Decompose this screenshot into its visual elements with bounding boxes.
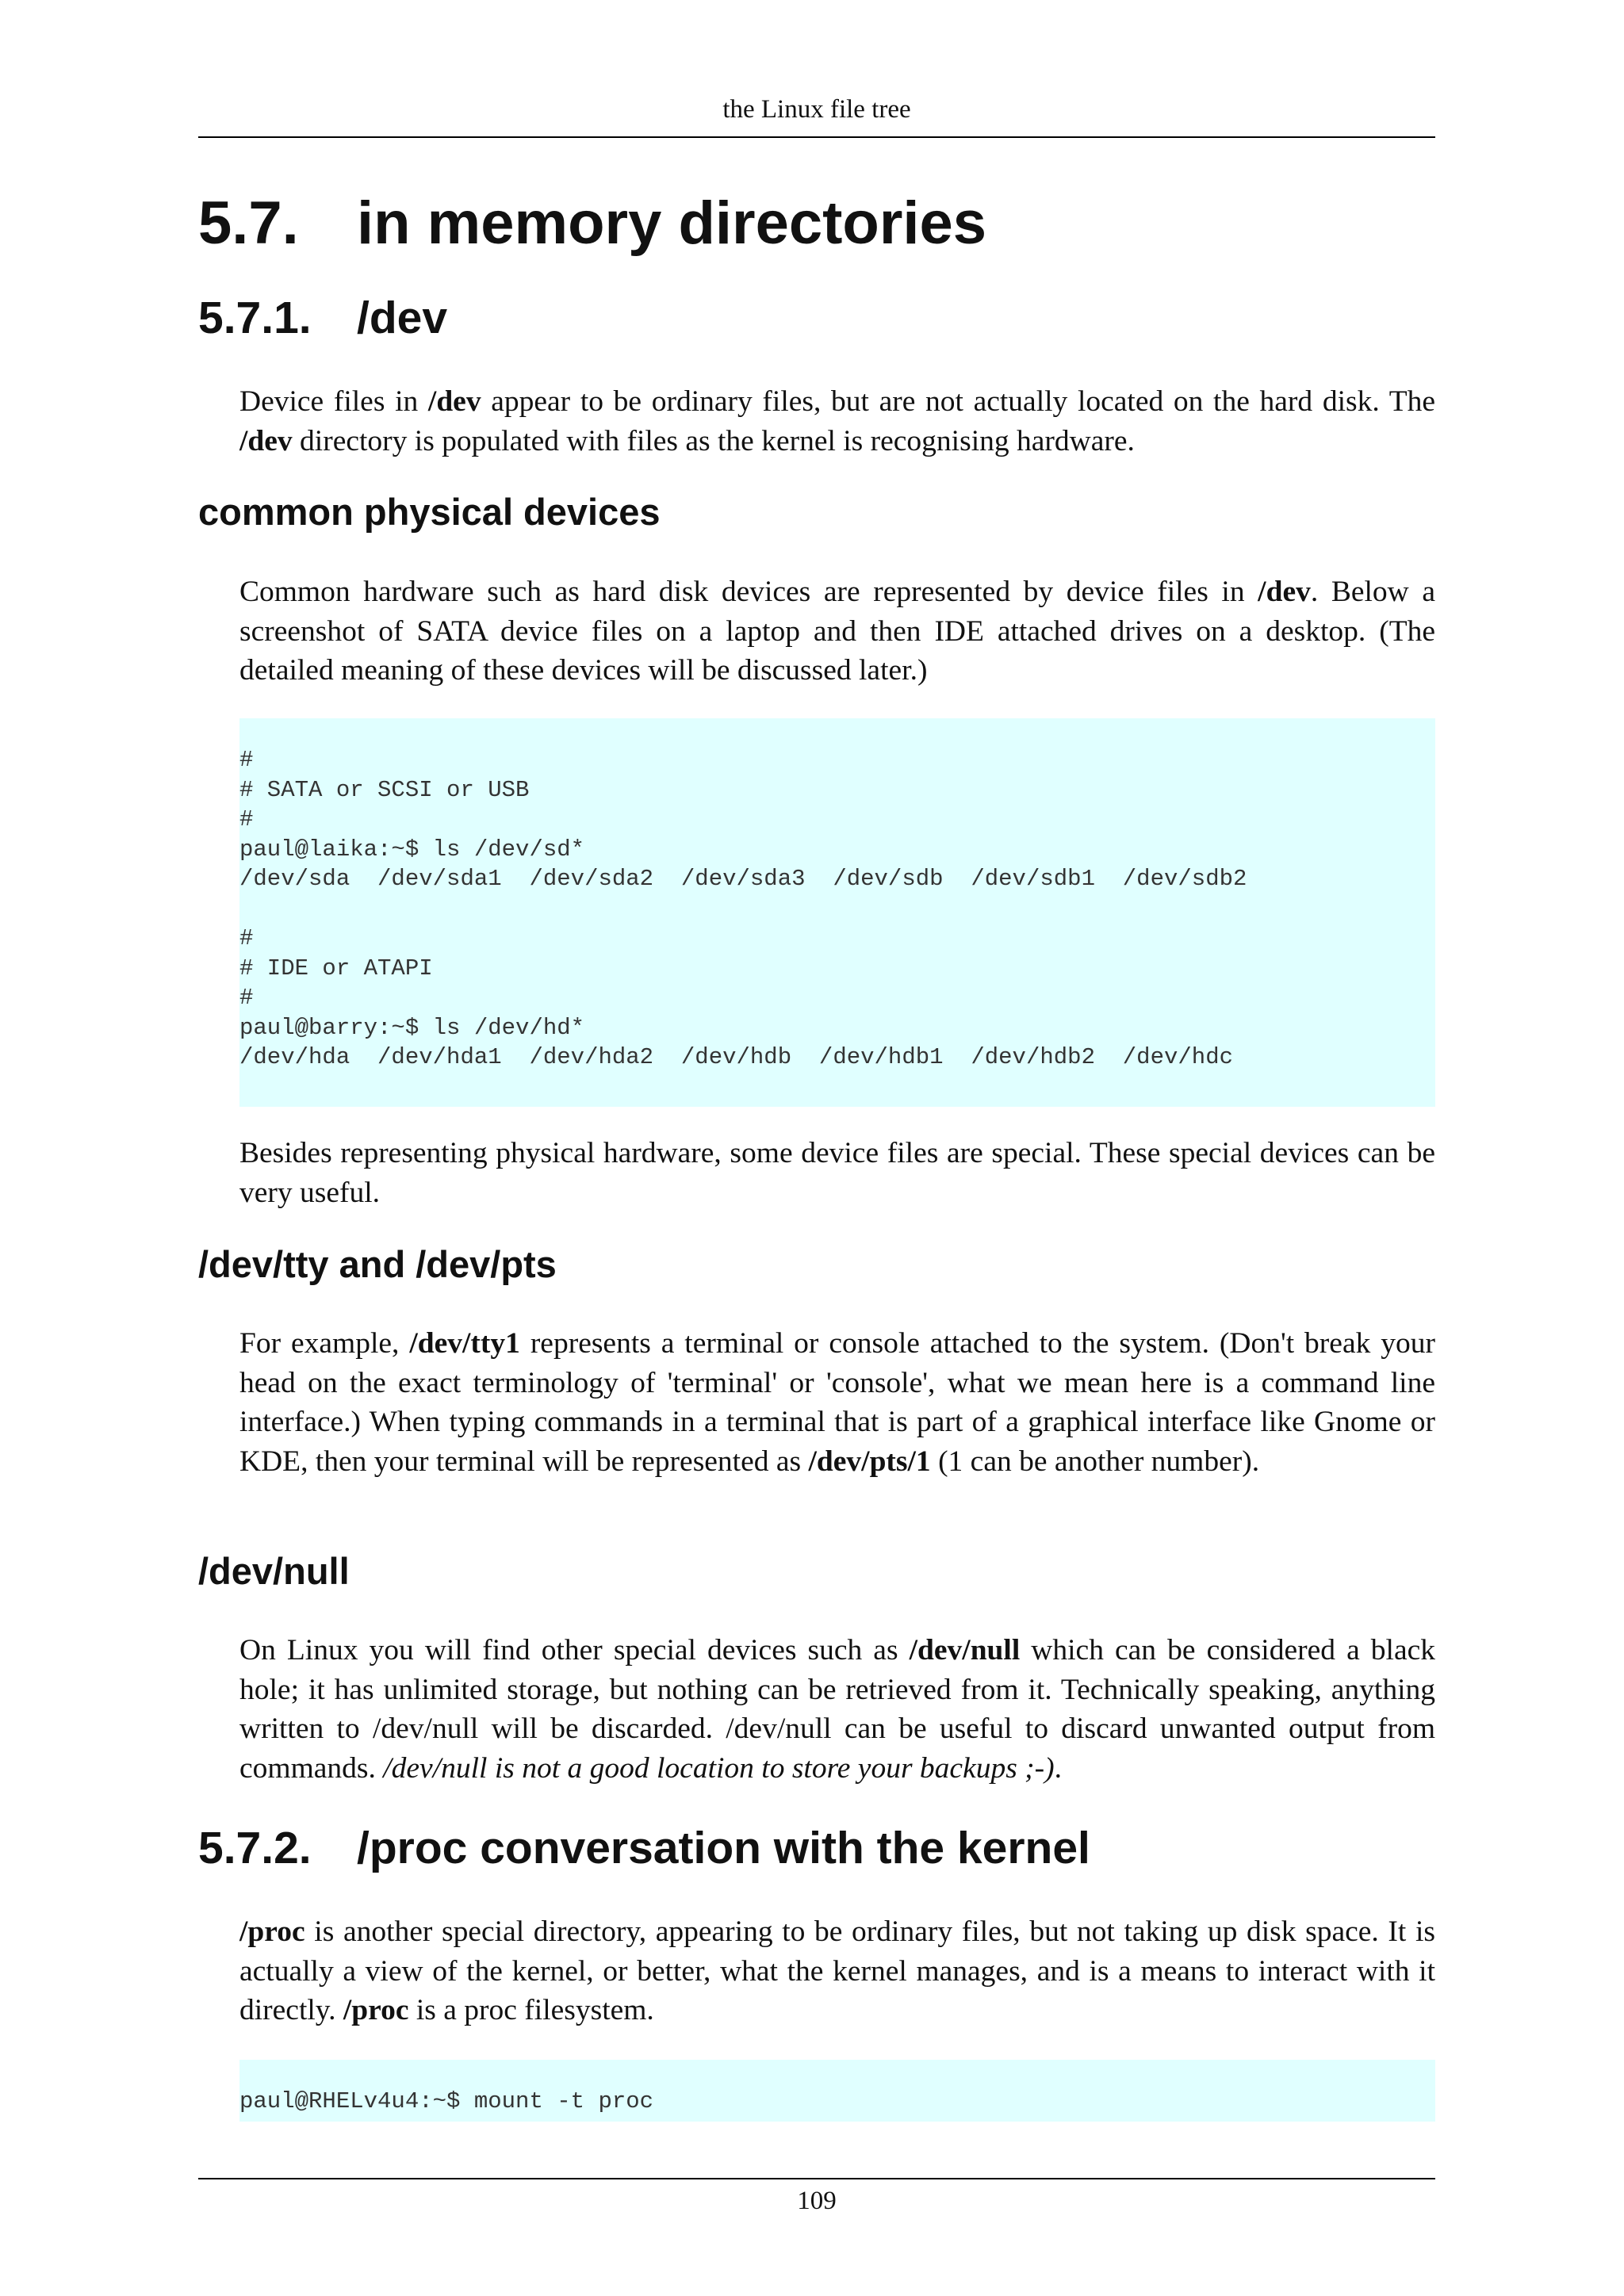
text-run: Common hardware such as hard disk devices are represented by device files in [239,576,1258,608]
subsection-number: 5.7.1. [198,293,312,343]
text-run: appear to be ordinary files, but are not actually located on the hard disk. The [481,385,1435,418]
bold-term: /dev/null [909,1634,1021,1667]
text-run: On Linux you will find other special devices such as [239,1634,910,1667]
bold-term: /dev [239,424,293,457]
bold-term: /dev [427,385,481,418]
text-run: represents a terminal or console attached to the system. (Don't break your head on the exact terminology of 'terminal' or 'console', what we mean here is a command line interface.) When typing commands in a terminal that is part of a graphical interface like Gnome or KDE, then your terminal will be represented as [239,1327,1435,1478]
heading-common-physical-devices: common physical devices [198,491,661,533]
header-rule [198,136,1435,138]
heading-dev-null: /dev/null [198,1550,350,1592]
physical-devices-paragraph [239,572,1435,691]
heading-dev-tty-pts: /dev/tty and /dev/pts [198,1243,557,1285]
code-block-mount-proc [239,2060,1435,2122]
section-heading [198,188,986,259]
bold-term: /proc [239,1915,305,1948]
text-run: Device files in [239,385,428,418]
code-text: # # SATA or SCSI or USB # paul@laika:~$ ls /dev/sd* /dev/sda /dev/sda1 /dev/sda2 /dev/sda3 /dev/sdb /dev/sdb1 /dev/sdb2 # # IDE or ATAPI # paul@barry:~$ ls /dev/hd* /dev/hda /dev/hda1 /dev/hda2 /dev/hdb /dev/hdb1 /dev/hdb2 /dev/hdc [239,747,1247,1070]
tty-paragraph [239,1324,1435,1481]
footer-rule [198,2178,1435,2179]
page-number: 109 [797,2187,837,2215]
code-text: paul@RHELv4u4:~$ mount -t proc [239,2088,654,2114]
subsection-heading-dev [198,290,447,346]
text-run: For example, [239,1327,410,1360]
text-run: directory is populated with files as the kernel is recognising hardware. [292,424,1135,457]
italic-remark: /dev/null is not a good location to store your backups ;-) [383,1751,1055,1785]
text-run: . Below a screenshot of SATA device files on a laptop and then IDE attached drives on a desktop. (The detailed meaning of these devices will be discussed later.) [239,576,1435,687]
special-devices-paragraph: Besides representing physical hardware, some device files are special. These special devices can be very useful. [239,1137,1435,1209]
bold-term: /dev [1258,576,1311,608]
section-title: in memory directories [357,189,987,257]
subsection-heading-proc [198,1820,1090,1876]
dev-null-paragraph [239,1631,1435,1788]
running-header: the Linux file tree [722,95,911,124]
subsection-title: /dev [357,293,448,343]
bold-term: /dev/tty1 [409,1327,520,1360]
code-block-device-listing [239,718,1435,1107]
bold-term: /proc [343,1994,409,2026]
subsection-number: 5.7.2. [198,1823,312,1873]
text-run: (1 can be another number). [930,1445,1260,1478]
proc-paragraph [239,1912,1435,2030]
dev-intro-paragraph [239,382,1435,461]
section-number: 5.7. [198,189,299,257]
text-run: is a proc filesystem. [408,1994,654,2026]
text-run: which can be considered a black hole; it has unlimited storage, but nothing can be retrieved from it. Technically speaking, anything written to /dev/null will be discarded. /dev/null can be useful to discard unwanted output from commands. [239,1634,1435,1785]
text-run: . [1054,1751,1063,1785]
bold-term: /dev/pts/1 [808,1445,931,1478]
text-run: is another special directory, appearing to be ordinary files, but not taking up disk space. It is actually a view of the kernel, or better, what the kernel manages, and is a means to interact with it directly. [239,1915,1435,2026]
subsection-title: /proc conversation with the kernel [357,1823,1090,1873]
